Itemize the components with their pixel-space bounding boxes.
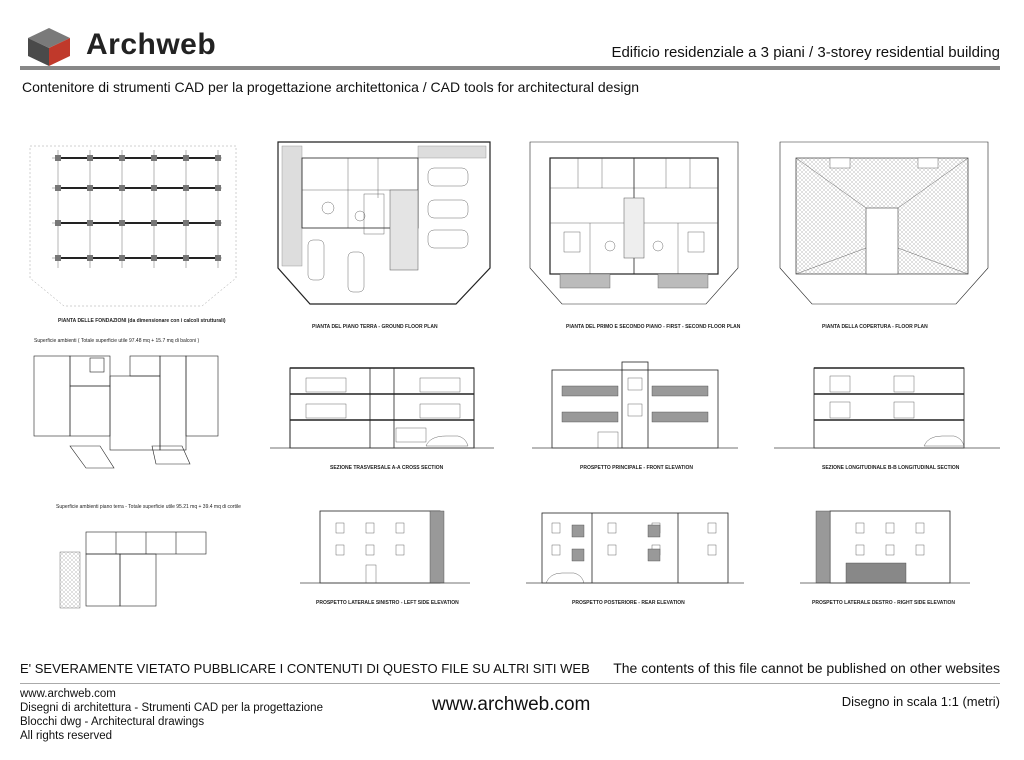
- left-side-elevation-drawing: [290, 505, 480, 595]
- drawing-scale: Disegno in scala 1:1 (metri): [841, 694, 1000, 709]
- roof-plan-caption: PIANTA DELLA COPERTURA - FLOOR PLAN: [822, 324, 928, 330]
- left-side-elevation-caption: PROSPETTO LATERALE SINISTRO - LEFT SIDE ELEVATION: [316, 600, 459, 606]
- footer-line-3: Blocchi dwg - Architectural drawings: [20, 716, 205, 728]
- site-url[interactable]: www.archweb.com: [432, 694, 591, 715]
- footer-divider: [20, 683, 1000, 684]
- surface-upper-plan-drawing: [30, 346, 240, 476]
- copyright-notice-it: E' SEVERAMENTE VIETATO PUBBLICARE I CONTENUTI DI QUESTO FILE SU ALTRI SITI WEB: [20, 661, 590, 676]
- footer-line-2: Disegni di architettura - Strumenti CAD per la progettazione: [20, 702, 323, 714]
- surface-ground-plan-drawing: [56, 512, 216, 612]
- logo-text[interactable]: Archweb: [86, 28, 217, 61]
- right-side-elevation-drawing: [790, 505, 980, 595]
- first-second-floor-plan-drawing: [520, 128, 748, 318]
- page-subtitle: Contenitore di strumenti CAD per la progettazione architettonica / CAD tools for architectural design: [22, 79, 640, 95]
- header-divider: [20, 66, 1000, 70]
- foundation-plan-caption: PIANTA DELLE FONDAZIONI (da dimensionare con i calcoli strutturali): [58, 318, 226, 324]
- front-elevation-caption: PROSPETTO PRINCIPALE - FRONT ELEVATION: [580, 465, 693, 471]
- surface-ground-note: Superficie ambienti piano terra - Totale superficie utile 95.21 mq + 39.4 mq di cortile: [56, 504, 241, 510]
- copyright-notice-en: The contents of this file cannot be published on other websites: [613, 660, 1000, 676]
- cross-section-drawing: [270, 360, 494, 460]
- page-title: Edificio residenziale a 3 piani / 3-storey residential building: [611, 44, 1000, 61]
- rear-elevation-drawing: [522, 505, 748, 595]
- roof-plan-drawing: [770, 128, 998, 318]
- footer-line-4: All rights reserved: [20, 730, 113, 742]
- archweb-logo-icon: [26, 26, 72, 68]
- footer-link[interactable]: www.archweb.com: [20, 688, 116, 700]
- longitudinal-section-drawing: [774, 360, 1000, 460]
- foundation-plan-drawing: [22, 128, 244, 312]
- right-side-elevation-caption: PROSPETTO LATERALE DESTRO - RIGHT SIDE ELEVATION: [812, 600, 955, 606]
- first-second-floor-plan-caption: PIANTA DEL PRIMO E SECONDO PIANO - FIRST - SECOND FLOOR PLAN: [566, 324, 741, 330]
- front-elevation-drawing: [522, 360, 748, 460]
- ground-floor-plan-drawing: [268, 128, 498, 318]
- ground-floor-plan-caption: PIANTA DEL PIANO TERRA - GROUND FLOOR PLAN: [312, 324, 438, 330]
- cross-section-caption: SEZIONE TRASVERSALE A-A CROSS SECTION: [330, 465, 444, 471]
- rear-elevation-caption: PROSPETTO POSTERIORE - REAR ELEVATION: [572, 600, 685, 606]
- longitudinal-section-caption: SEZIONE LONGITUDINALE B-B LONGITUDINAL SECTION: [822, 465, 960, 471]
- surface-upper-note: Superficie ambienti ( Totale superficie utile 97.48 mq + 15.7 mq di balconi ): [34, 338, 200, 344]
